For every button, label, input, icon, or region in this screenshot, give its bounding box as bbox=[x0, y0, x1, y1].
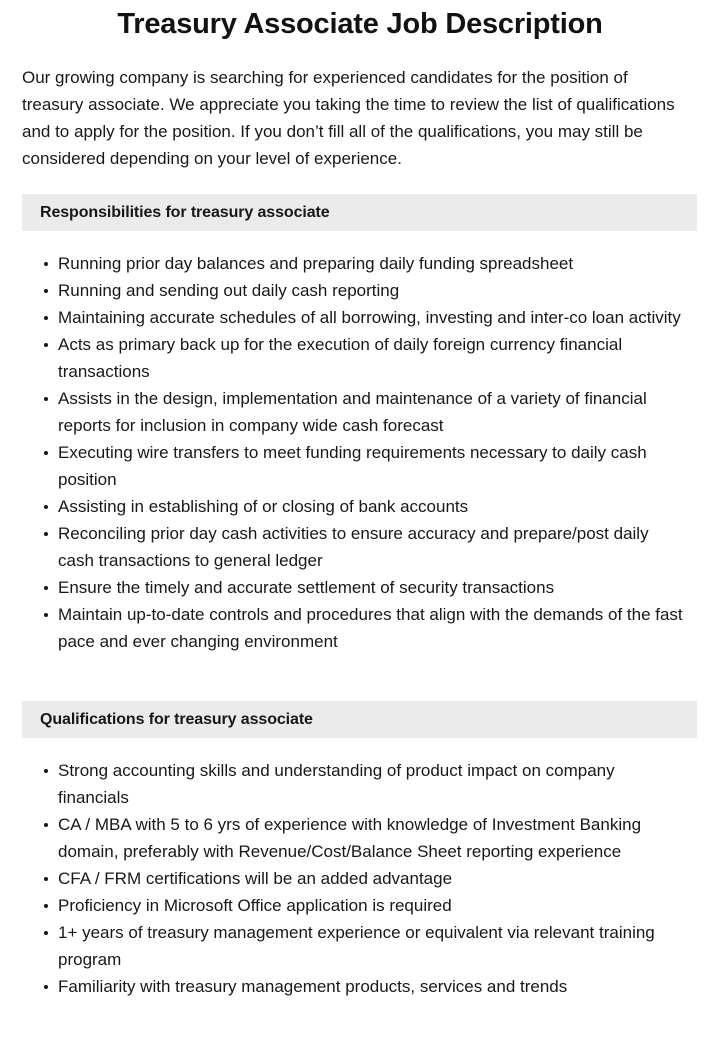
list-item: 1+ years of treasury management experience or equivalent via relevant training program bbox=[58, 919, 686, 973]
section-heading-label: Responsibilities for treasury associate bbox=[40, 203, 330, 221]
list-item: Strong accounting skills and understanding of product impact on company financials bbox=[58, 757, 686, 811]
list-item: Executing wire transfers to meet funding requirements necessary to daily cash position bbox=[58, 439, 686, 493]
section-header-responsibilities bbox=[22, 194, 697, 231]
list-item: Reconciling prior day cash activities to ensure accuracy and prepare/post daily cash transactions to general ledger bbox=[58, 520, 686, 574]
page-title: Treasury Associate Job Description bbox=[117, 8, 603, 40]
list-item: Acts as primary back up for the execution of daily foreign currency financial transactions bbox=[58, 331, 686, 385]
list-item: Maintain up-to-date controls and procedures that align with the demands of the fast pace and ever changing environment bbox=[58, 601, 686, 655]
section-header-qualifications bbox=[22, 701, 697, 738]
responsibilities-list bbox=[0, 250, 720, 655]
intro-paragraph: Our growing company is searching for experienced candidates for the position of treasury associate. We appreciate you taking the time to review the list of qualifications and to apply for the position. If you don’t fill all of the qualifications, you may still be considered depending on your level of experience. bbox=[22, 68, 675, 168]
list-item: CA / MBA with 5 to 6 yrs of experience with knowledge of Investment Banking domain, preferably with Revenue/Cost/Balance Sheet reporting experience bbox=[58, 811, 686, 865]
list-item: Ensure the timely and accurate settlement of security transactions bbox=[58, 574, 686, 601]
qualifications-list bbox=[0, 757, 720, 1000]
list-item: Proficiency in Microsoft Office application is required bbox=[58, 892, 686, 919]
list-item: Maintaining accurate schedules of all borrowing, investing and inter-co loan activity bbox=[58, 304, 686, 331]
list-item: Assisting in establishing of or closing of bank accounts bbox=[58, 493, 686, 520]
list-item: Familiarity with treasury management products, services and trends bbox=[58, 973, 686, 1000]
section-qualifications bbox=[0, 701, 720, 1000]
list-item: Running and sending out daily cash reporting bbox=[58, 277, 686, 304]
section-heading-label: Qualifications for treasury associate bbox=[40, 710, 313, 728]
list-item: Running prior day balances and preparing daily funding spreadsheet bbox=[58, 250, 686, 277]
section-spacer bbox=[0, 655, 720, 679]
list-item: CFA / FRM certifications will be an added advantage bbox=[58, 865, 686, 892]
section-responsibilities bbox=[0, 194, 720, 679]
list-item: Assists in the design, implementation and maintenance of a variety of financial reports for inclusion in company wide cash forecast bbox=[58, 385, 686, 439]
